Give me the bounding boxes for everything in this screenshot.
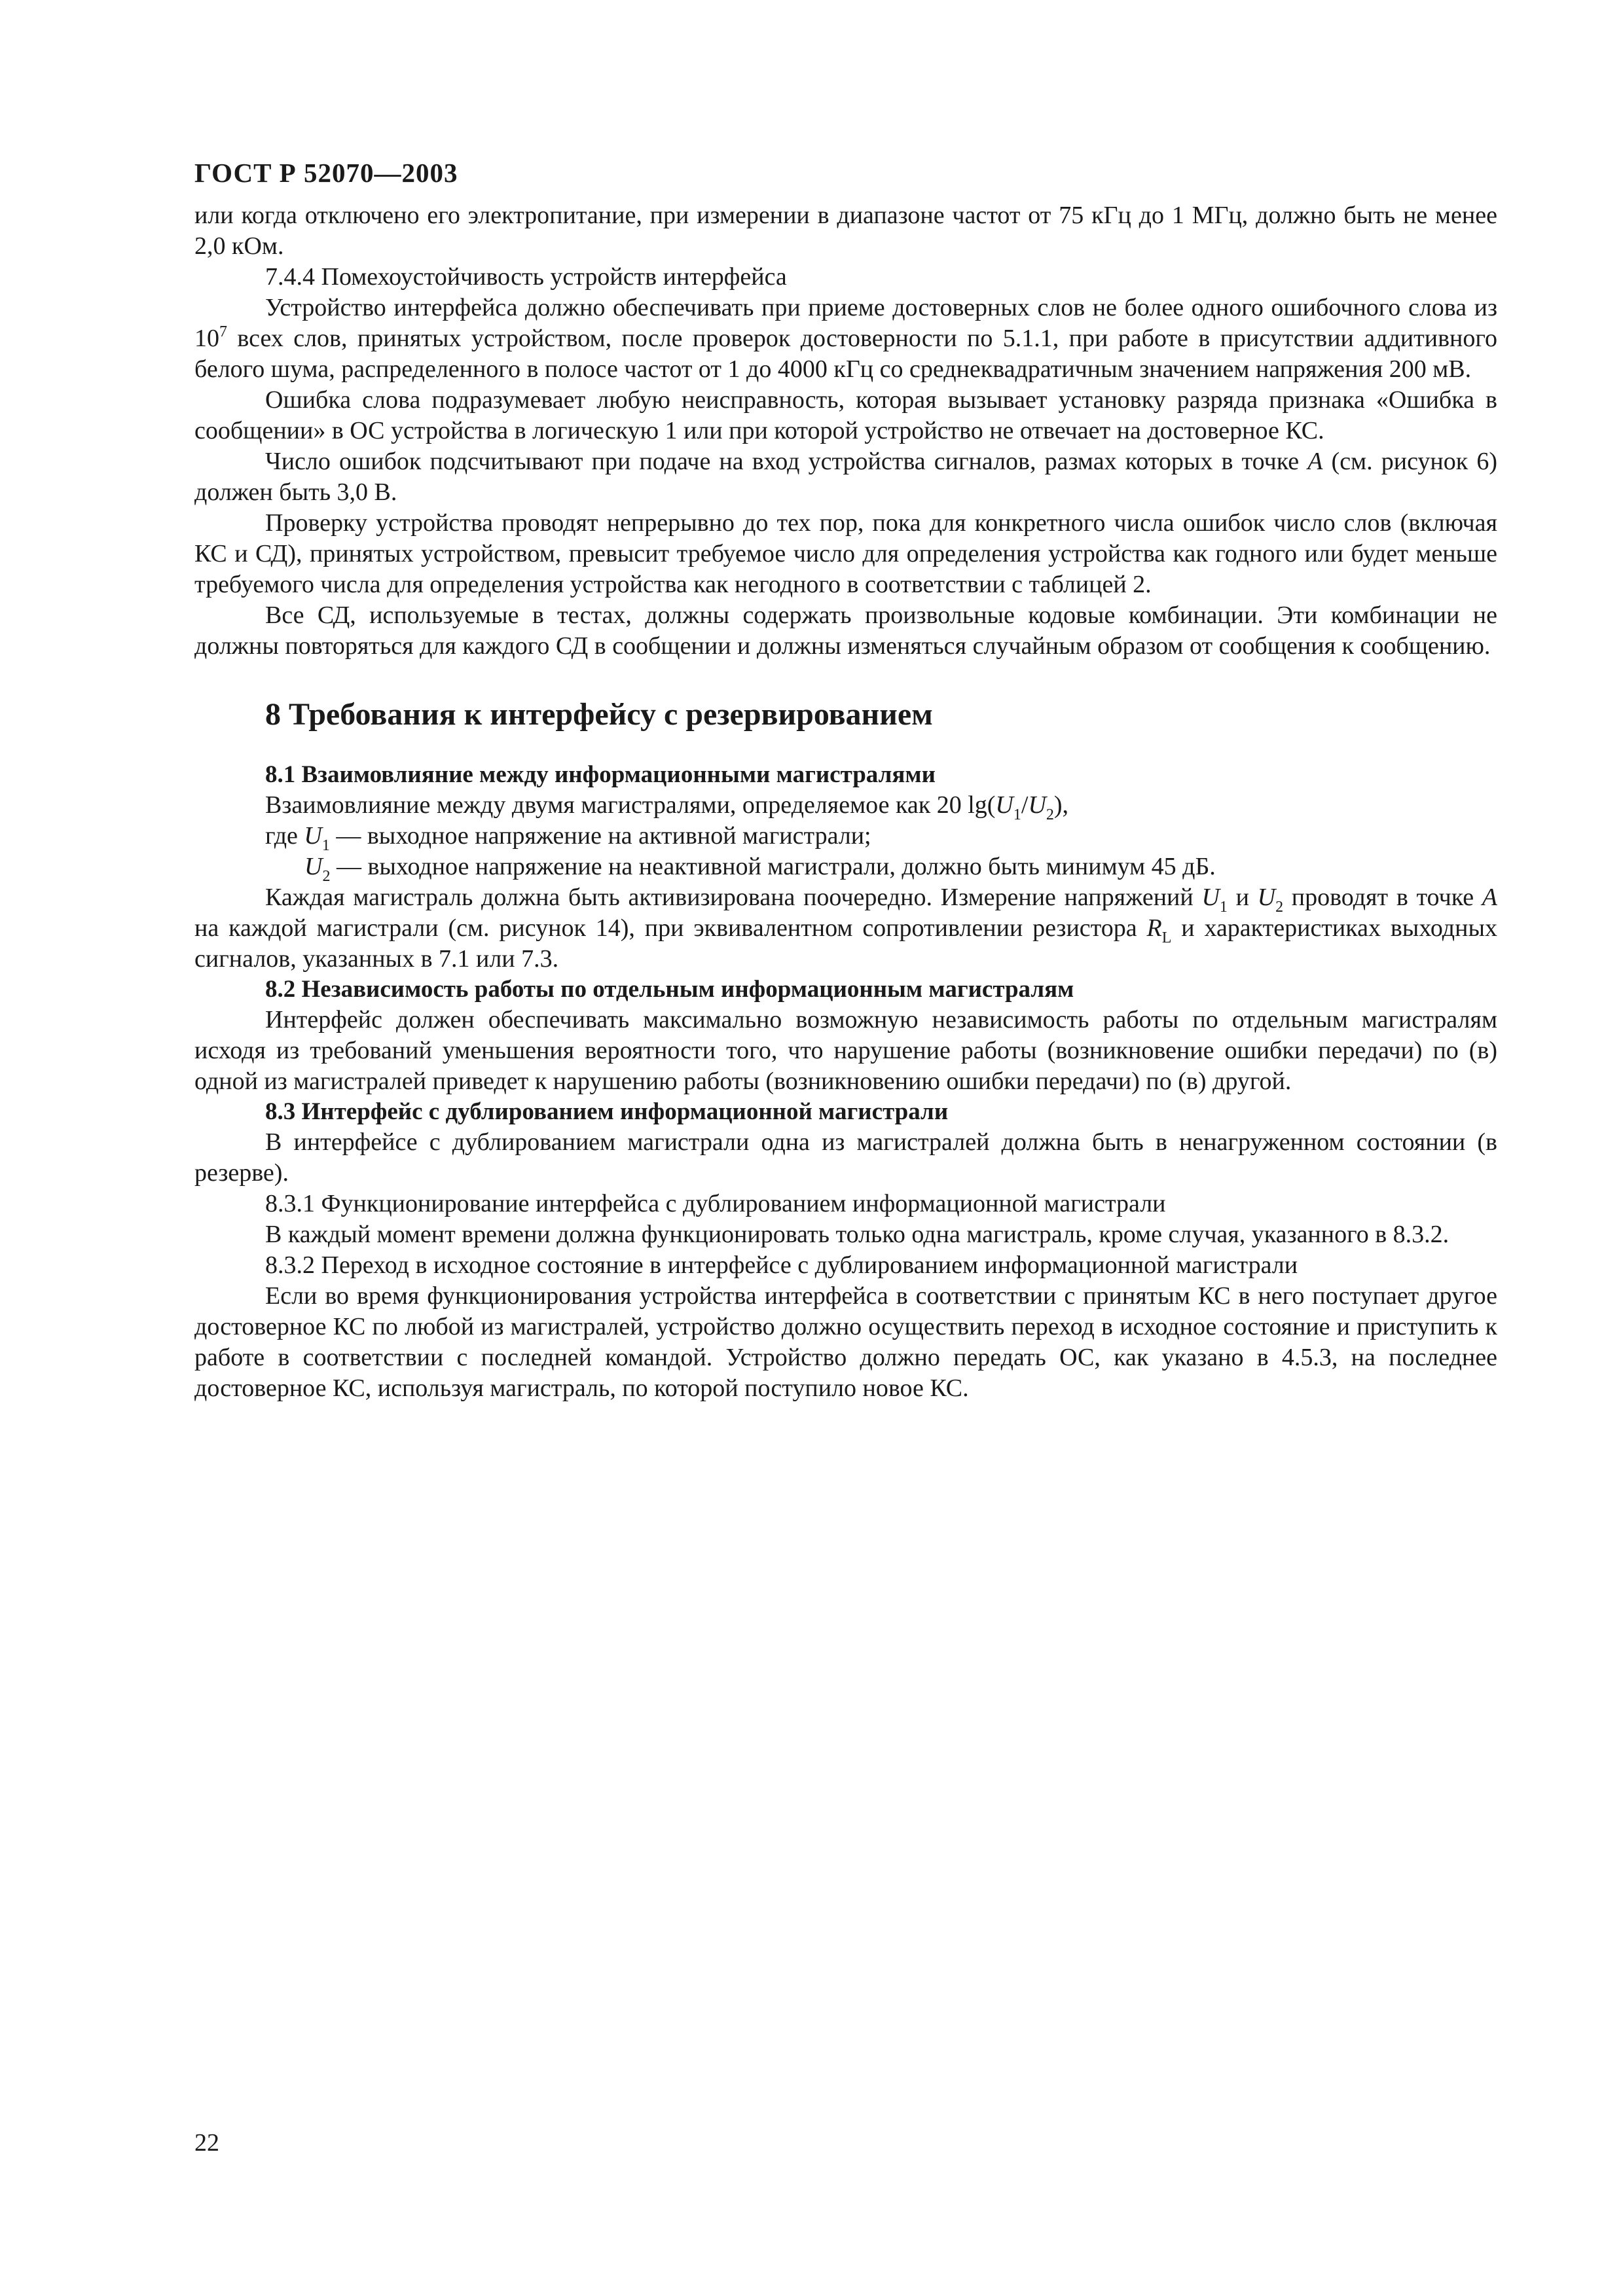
exponent: 7 bbox=[219, 323, 227, 340]
continuation-paragraph: или когда отключено его электропитание, при измерении в диапазоне частот от 75 кГц до 1 МГц, должно быть не менее 2,0 кОм. bbox=[194, 202, 1497, 260]
subsection-heading-8-3-2: 8.3.2 Переход в исходное состояние в интерфейсе с дублированием информационной магистрали bbox=[265, 1251, 1298, 1279]
document-header: ГОСТ Р 52070—2003 bbox=[194, 158, 458, 188]
paragraph-dual-bus: В интерфейсе с дублированием магистрали одна из магистралей должна быть в ненагруженном состоянии (в резерве). bbox=[194, 1128, 1497, 1187]
subsection-heading-7-4-4: 7.4.4 Помехоустойчивость устройств интерфейса bbox=[265, 263, 787, 291]
subsection-heading-8-3: 8.3 Интерфейс с дублированием информационной магистрали bbox=[265, 1098, 949, 1125]
paragraph-error-count: Число ошибок подсчитывают при подаче на вход устройства сигналов, размах которых в точке А (см. рисунок 6) должен быть 3,0 В. bbox=[194, 448, 1497, 506]
paragraph-single-bus-operation: В каждый момент времени должна функционировать только одна магистраль, кроме случая, указанного в 8.3.2. bbox=[265, 1221, 1450, 1248]
page-number: 22 bbox=[194, 2129, 219, 2157]
paragraph-noise-immunity: Устройство интерфейса должно обеспечивать при приеме достоверных слов не более одного ошибочного слова из $10^7$ всех слов, принятых устройством, после проверок достоверности по 5.1.1, при работе в присутствии аддитивного белого шума, распределенного в полосе частот от 1 до 4000 кГц со среднеквадратичным значением напряжения 200 мВ. bbox=[194, 294, 1497, 383]
paragraph-reset-transition: Если во время функционирования устройства интерфейса в соответствии с принятым КС в него поступает другое достоверное КС по любой из магистралей, устройство должно осуществить переход в исходное состояние и приступить к работе в соответствии с последней командой. Устройство должно передать ОС, как указано в 4.5.3, на последнее достоверное КС, используя магистраль, по которой поступило новое КС. bbox=[194, 1282, 1497, 1402]
subsection-heading-8-2: 8.2 Независимость работы по отдельным информационным магистралям bbox=[265, 976, 1074, 1003]
document-page bbox=[194, 157, 1497, 1404]
subsection-heading-8-1: 8.1 Взаимовлияние между информационными магистралями bbox=[265, 761, 936, 788]
section-title-8: 8 Требования к интерфейсу с резервированием bbox=[265, 697, 933, 732]
paragraph-data-words: Все СД, используемые в тестах, должны содержать произвольные кодовые комбинации. Эти комбинации не должны повторяться для каждого СД в сообщении и должны изменяться случайным образом от сообщения к сообщению. bbox=[194, 601, 1497, 660]
subsection-heading-8-3-1: 8.3.1 Функционирование интерфейса с дублированием информационной магистрали bbox=[265, 1190, 1166, 1217]
paragraph-word-error: Ошибка слова подразумевает любую неисправность, которая вызывает установку разряда признака «Ошибка в сообщении» в ОС устройства в логическую 1 или при которой устройство не отвечает на достоверное КС. bbox=[194, 386, 1497, 444]
crosstalk-definition-line: Взаимовлияние между двумя магистралями, определяемое как 20 $\lg(U_1/U_2)$, bbox=[265, 791, 1069, 823]
crosstalk-where-u2: $U_2$ — выходное напряжение на неактивной магистрали, должно быть минимум 45 дБ. bbox=[304, 853, 1216, 885]
paragraph-bus-independence: Интерфейс должен обеспечивать максимально возможную независимость работы по отдельным магистралям исходя из требований уменьшения вероятности того, что нарушение работы (возникновение ошибки передачи) по (в) одной из магистралей приведет к нарушению работы (возникновению ошибки передачи) по (в) другой. bbox=[194, 1006, 1497, 1095]
paragraph-bus-activation: Каждая магистраль должна быть активизирована поочередно. Измерение напряжений $U_1$ и $U_2$ проводят в точке А на каждой магистрали (см. рисунок 14), при эквивалентном сопротивлении резистора $R_L$ и характеристиках выходных сигналов, указанных в 7.1 или 7.3. bbox=[194, 884, 1497, 973]
paragraph-test-procedure: Проверку устройства проводят непрерывно до тех пор, пока для конкретного числа ошибок число слов (включая КС и СД), принятых устройством, превысит требуемое число для определения устройства как годного или будет меньше требуемого числа для определения устройства как негодного в соответствии с таблицей 2. bbox=[194, 509, 1497, 598]
point-label: А bbox=[1307, 448, 1323, 475]
crosstalk-where-u1: где $U_1$ — выходное напряжение на активной магистрали; bbox=[265, 822, 871, 854]
